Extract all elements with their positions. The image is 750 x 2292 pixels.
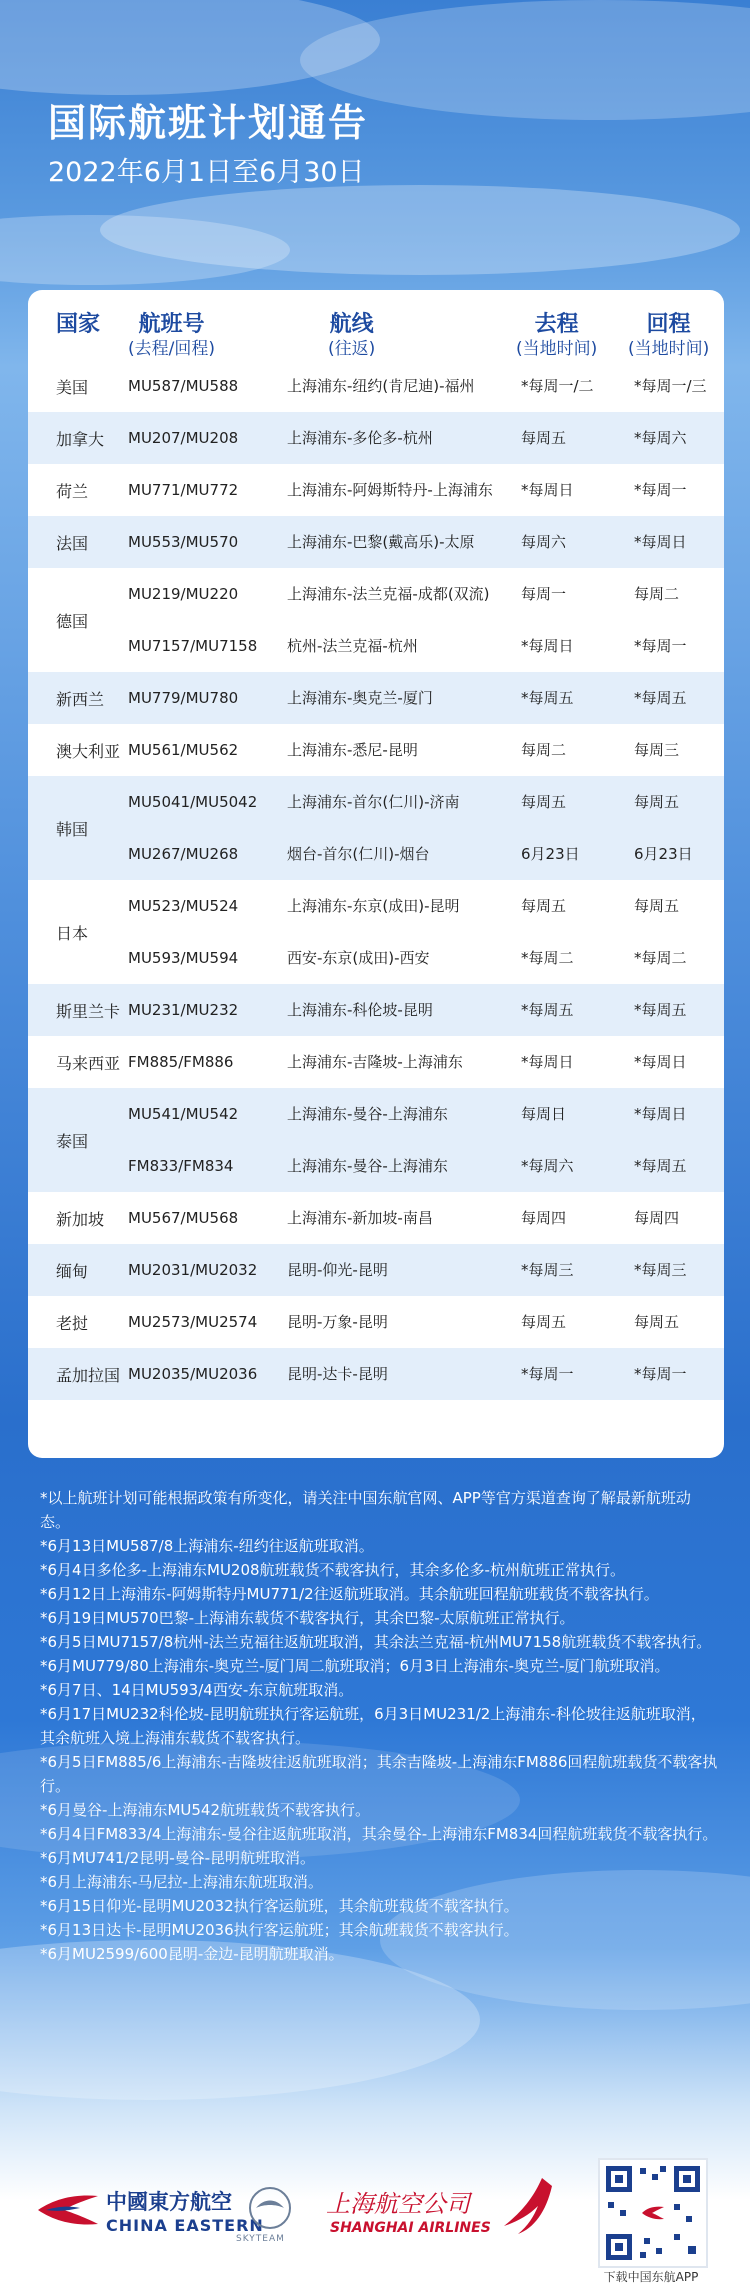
return-day: *每周三 — [634, 1261, 687, 1279]
table-row — [28, 828, 724, 880]
note-item: *6月15日仰光-昆明MU2032执行客运航班，其余航班载货不载客执行。 — [40, 1897, 519, 1915]
outbound-day: 每周五 — [521, 1313, 567, 1331]
qr-code-icon — [600, 2160, 706, 2266]
qr-caption: 下载中国东航APP — [603, 2270, 699, 2284]
outbound-day: 每周五 — [521, 793, 567, 811]
table-row — [28, 1348, 724, 1400]
country-group — [28, 464, 724, 516]
table-row — [28, 1140, 724, 1192]
route: 上海浦东-巴黎(戴高乐)-太原 — [287, 533, 475, 551]
country-group — [28, 724, 724, 776]
route: 昆明-仰光-昆明 — [287, 1261, 388, 1279]
country-group — [28, 516, 724, 568]
table-header — [28, 290, 724, 368]
country-group — [28, 1192, 724, 1244]
flight-number: MU561/MU562 — [128, 741, 239, 759]
flight-number: FM833/FM834 — [128, 1157, 234, 1175]
flight-number: MU219/MU220 — [128, 585, 239, 603]
note-item: *6月5日FM885/6上海浦东-吉隆坡往返航班取消；其余吉隆坡-上海浦东FM886回程航班载货不载客执行。 — [40, 1753, 718, 1795]
outbound-day: *每周六 — [521, 1157, 574, 1175]
country-name: 泰国 — [56, 1131, 89, 1151]
flight-number: MU7157/MU7158 — [128, 637, 258, 655]
country-name: 加拿大 — [56, 429, 105, 449]
note-item: *6月12日上海浦东-阿姆斯特丹MU771/2往返航班取消。其余航班回程航班载货不载客执行。 — [40, 1585, 659, 1603]
shanghai-airlines-crane-icon — [498, 2176, 554, 2236]
qr-code — [598, 2158, 708, 2268]
table-row — [28, 412, 724, 464]
flight-number: MU231/MU232 — [128, 1001, 239, 1019]
note-item: *6月13日MU587/8上海浦东-纽约往返航班取消。 — [40, 1537, 374, 1555]
table-row — [28, 568, 724, 620]
outbound-day: 每周一 — [521, 585, 567, 603]
country-name: 韩国 — [56, 819, 89, 839]
route: 上海浦东-首尔(仁川)-济南 — [287, 793, 460, 811]
table-row — [28, 984, 724, 1036]
route: 上海浦东-曼谷-上海浦东 — [287, 1157, 448, 1175]
return-day: 每周二 — [634, 585, 680, 603]
flight-number: MU771/MU772 — [128, 481, 239, 499]
route: 上海浦东-曼谷-上海浦东 — [287, 1105, 448, 1123]
country-group — [28, 1244, 724, 1296]
outbound-day: *每周五 — [521, 1001, 574, 1019]
page-title: 国际航班计划通告 — [48, 101, 369, 145]
header-country: 国家 — [56, 312, 101, 337]
note-item: *6月MU2599/600昆明-金边-昆明航班取消。 — [40, 1945, 344, 1963]
country-group — [28, 568, 724, 672]
skyteam-logo-icon — [246, 2184, 294, 2232]
table-row — [28, 724, 724, 776]
flight-number: MU5041/MU5042 — [128, 793, 258, 811]
return-day: *每周六 — [634, 429, 687, 447]
country-group — [28, 1348, 724, 1400]
flight-number: MU267/MU268 — [128, 845, 239, 863]
notes-section — [40, 1486, 720, 1966]
country-name: 新西兰 — [56, 689, 105, 709]
china-eastern-swallow-icon — [36, 2180, 100, 2240]
header-route: 航线 (往返) — [328, 312, 376, 359]
route: 杭州-法兰克福-杭州 — [287, 637, 418, 655]
return-day: *每周一 — [634, 1365, 687, 1383]
note-item: *6月19日MU570巴黎-上海浦东载货不载客执行，其余巴黎-太原航班正常执行。 — [40, 1609, 575, 1627]
table-row — [28, 880, 724, 932]
outbound-day: *每周一/二 — [521, 377, 594, 395]
country-name: 美国 — [56, 377, 89, 397]
outbound-day: *每周日 — [521, 637, 574, 655]
country-name: 日本 — [56, 923, 89, 943]
note-item: *6月4日FM833/4上海浦东-曼谷往返航班取消，其余曼谷-上海浦东FM834回程航班载货不载客执行。 — [40, 1825, 718, 1843]
outbound-day: *每周一 — [521, 1365, 574, 1383]
route: 上海浦东-奥克兰-厦门 — [287, 689, 433, 707]
table-row — [28, 620, 724, 672]
flight-number: MU593/MU594 — [128, 949, 239, 967]
country-name: 缅甸 — [56, 1261, 89, 1281]
skyteam-text: SKYTEAM — [236, 2234, 285, 2244]
route: 上海浦东-东京(成田)-昆明 — [287, 897, 460, 915]
outbound-day: *每周五 — [521, 689, 574, 707]
china-eastern-name-en: CHINA EASTERN — [106, 2216, 264, 2235]
outbound-day: *每周三 — [521, 1261, 574, 1279]
country-group — [28, 412, 724, 464]
route: 上海浦东-纽约(肯尼迪)-福州 — [287, 377, 475, 395]
footer — [0, 2150, 750, 2292]
return-day: 每周三 — [634, 741, 680, 759]
flight-number: MU587/MU588 — [128, 377, 239, 395]
return-day: 每周五 — [634, 897, 680, 915]
china-eastern-name-cn: 中國東方航空 — [106, 2190, 232, 2214]
route: 上海浦东-科伦坡-昆明 — [287, 1001, 433, 1019]
return-day: 6月23日 — [634, 845, 693, 863]
country-group — [28, 1296, 724, 1348]
outbound-day: *每周二 — [521, 949, 574, 967]
flight-number: MU567/MU568 — [128, 1209, 239, 1227]
table-row — [28, 776, 724, 828]
note-item: *6月7日、14日MU593/4西安-东京航班取消。 — [40, 1681, 354, 1699]
route: 西安-东京(成田)-西安 — [287, 949, 430, 967]
date-range: 2022年6月1日至6月30日 — [48, 157, 365, 188]
flight-number: MU2035/MU2036 — [128, 1365, 258, 1383]
route: 上海浦东-法兰克福-成都(双流) — [287, 585, 490, 603]
route: 昆明-达卡-昆明 — [287, 1365, 388, 1383]
country-name: 澳大利亚 — [56, 741, 121, 761]
table-row — [28, 516, 724, 568]
table-row — [28, 464, 724, 516]
shanghai-airlines-name-cn: 上海航空公司 — [326, 2190, 470, 2218]
outbound-day: 每周五 — [521, 429, 567, 447]
outbound-day: 每周六 — [521, 533, 567, 551]
return-day: *每周日 — [634, 533, 687, 551]
flight-number: MU2573/MU2574 — [128, 1313, 258, 1331]
header-return: 回程 (当地时间) — [628, 312, 710, 359]
flight-number: MU207/MU208 — [128, 429, 239, 447]
table-row — [28, 360, 724, 412]
table-row — [28, 1192, 724, 1244]
table-row — [28, 1036, 724, 1088]
note-item: *6月上海浦东-马尼拉-上海浦东航班取消。 — [40, 1873, 323, 1891]
country-name: 老挝 — [56, 1313, 89, 1333]
country-group — [28, 880, 724, 984]
return-day: *每周五 — [634, 689, 687, 707]
table-row — [28, 672, 724, 724]
header-outbound: 去程 (当地时间) — [516, 312, 598, 359]
outbound-day: 每周五 — [521, 897, 567, 915]
country-group — [28, 1036, 724, 1088]
table-row — [28, 1296, 724, 1348]
route: 昆明-万象-昆明 — [287, 1313, 388, 1331]
outbound-day: 每周日 — [521, 1105, 567, 1123]
flight-number: MU2031/MU2032 — [128, 1261, 258, 1279]
outbound-day: *每周日 — [521, 481, 574, 499]
return-day: *每周五 — [634, 1001, 687, 1019]
return-day: 每周五 — [634, 1313, 680, 1331]
outbound-day: 每周四 — [521, 1209, 567, 1227]
outbound-day: 每周二 — [521, 741, 567, 759]
flight-number: FM885/FM886 — [128, 1053, 234, 1071]
note-item: *6月13日达卡-昆明MU2036执行客运航班；其余航班载货不载客执行。 — [40, 1921, 519, 1939]
header-flight: 航班号 (去程/回程) — [128, 312, 215, 359]
country-name: 法国 — [56, 533, 89, 553]
note-item: *以上航班计划可能根据政策有所变化，请关注中国东航官网、APP等官方渠道查询了解最新航班动态。 — [40, 1489, 691, 1531]
return-day: *每周日 — [634, 1053, 687, 1071]
country-group — [28, 776, 724, 880]
table-row — [28, 1244, 724, 1296]
return-day: *每周五 — [634, 1157, 687, 1175]
country-group — [28, 984, 724, 1036]
country-group — [28, 1088, 724, 1192]
note-item: *6月5日MU7157/8杭州-法兰克福往返航班取消，其余法兰克福-杭州MU7158航班载货不载客执行。 — [40, 1633, 712, 1651]
table-row — [28, 932, 724, 984]
flight-number: MU553/MU570 — [128, 533, 239, 551]
outbound-day: *每周日 — [521, 1053, 574, 1071]
note-item: *6月MU741/2昆明-曼谷-昆明航班取消。 — [40, 1849, 316, 1867]
country-name: 斯里兰卡 — [56, 1001, 121, 1021]
country-name: 马来西亚 — [56, 1053, 121, 1073]
route: 上海浦东-吉隆坡-上海浦东 — [287, 1053, 463, 1071]
shanghai-airlines-name-en: SHANGHAI AIRLINES — [330, 2220, 491, 2236]
country-name: 孟加拉国 — [56, 1365, 121, 1385]
return-day: *每周二 — [634, 949, 687, 967]
note-item: *6月4日多伦多-上海浦东MU208航班载货不载客执行，其余多伦多-杭州航班正常执行。 — [40, 1561, 625, 1579]
return-day: *每周一/三 — [634, 377, 707, 395]
table-row — [28, 1088, 724, 1140]
return-day: 每周五 — [634, 793, 680, 811]
table-body — [28, 360, 724, 1400]
route: 烟台-首尔(仁川)-烟台 — [287, 845, 430, 863]
note-item: *6月曼谷-上海浦东MU542航班载货不载客执行。 — [40, 1801, 371, 1819]
return-day: *每周日 — [634, 1105, 687, 1123]
route: 上海浦东-多伦多-杭州 — [287, 429, 433, 447]
outbound-day: 6月23日 — [521, 845, 580, 863]
flight-number: MU523/MU524 — [128, 897, 239, 915]
route: 上海浦东-阿姆斯特丹-上海浦东 — [287, 481, 493, 499]
flight-number: MU779/MU780 — [128, 689, 239, 707]
country-name: 德国 — [56, 611, 89, 631]
note-item: *6月17日MU232科伦坡-昆明航班执行客运航班，6月3日MU231/2上海浦东-科伦坡往返航班取消，其余航班入境上海浦东载货不载客执行。 — [40, 1705, 706, 1747]
flight-number: MU541/MU542 — [128, 1105, 239, 1123]
country-name: 新加坡 — [56, 1209, 105, 1229]
country-name: 荷兰 — [56, 481, 89, 501]
return-day: *每周一 — [634, 637, 687, 655]
route: 上海浦东-悉尼-昆明 — [287, 741, 418, 759]
country-group — [28, 360, 724, 412]
route: 上海浦东-新加坡-南昌 — [287, 1209, 433, 1227]
flight-schedule-table — [28, 290, 724, 1458]
return-day: *每周一 — [634, 481, 687, 499]
country-group — [28, 672, 724, 724]
return-day: 每周四 — [634, 1209, 680, 1227]
note-item: *6月MU779/80上海浦东-奥克兰-厦门周二航班取消；6月3日上海浦东-奥克兰-厦门航班取消。 — [40, 1657, 670, 1675]
